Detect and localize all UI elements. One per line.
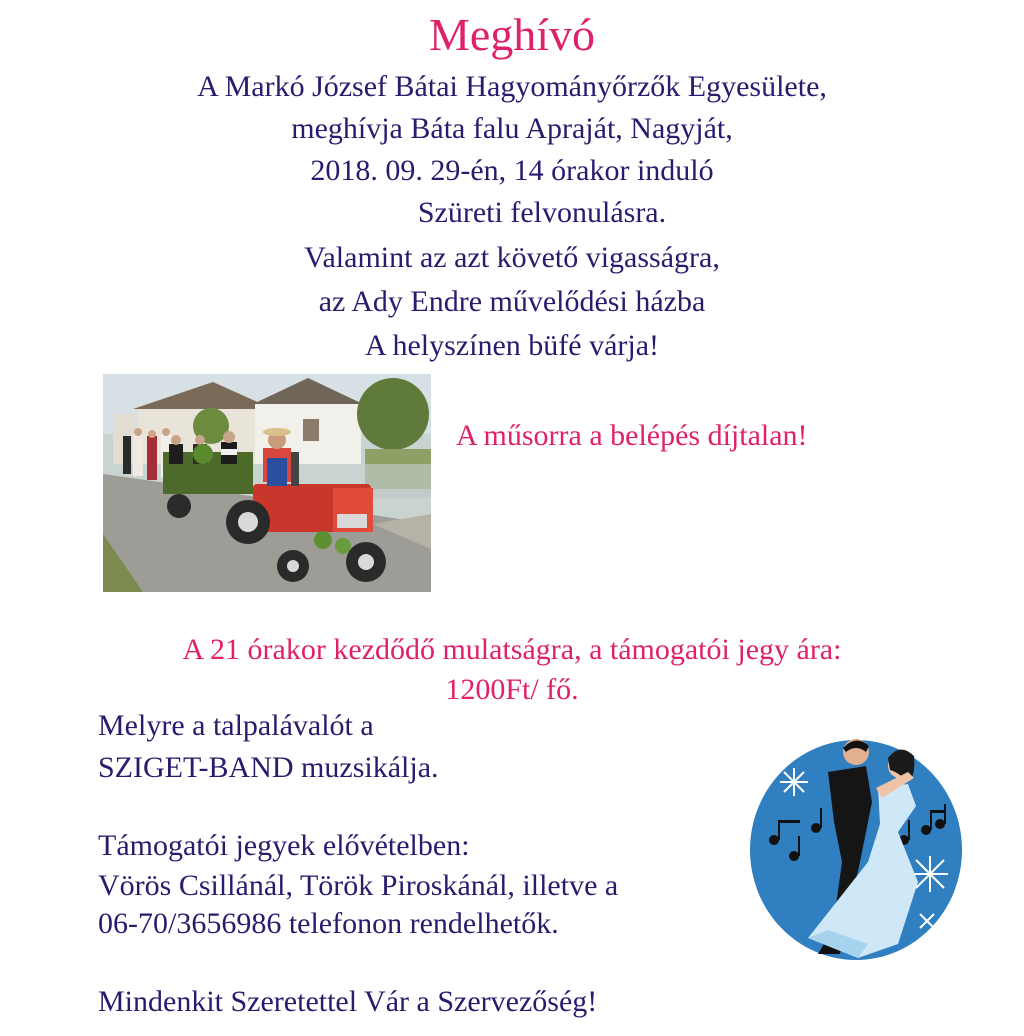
harvest-parade-photo	[103, 374, 431, 592]
music-line-1: Melyre a talpalávalót a	[98, 709, 374, 742]
invitation-line-6: az Ady Endre művelődési házba	[318, 285, 706, 318]
invitation-line-2: meghívja Báta falu Apraját, Nagyját,	[291, 112, 733, 145]
closing-line: Mindenkit Szeretettel Vár a Szervezőség!	[98, 985, 598, 1018]
tickets-line-2: Vörös Csillánál, Török Piroskánál, illetve a	[98, 869, 619, 902]
invitation-line-4: Szüreti felvonulásra.	[417, 196, 667, 229]
tickets-line-3: 06-70/3656986 telefonon rendelhetők.	[98, 907, 559, 940]
invitation-line-5: Valamint az azt követő vigasságra,	[304, 241, 720, 274]
invitation-title: Meghívó	[428, 9, 596, 60]
tickets-line-1: Támogatói jegyek elővételben:	[98, 829, 470, 862]
music-line-2: SZIGET-BAND muzsikálja.	[98, 751, 439, 784]
invitation-line-3: 2018. 09. 29-én, 14 órakor induló	[310, 154, 714, 187]
ticket-price: 1200Ft/ fő.	[445, 673, 579, 706]
invitation-line-7: A helyszínen büfé várja!	[364, 329, 660, 362]
invitation-line-1: A Markó József Bátai Hagyományőrzők Egyesülete,	[197, 70, 827, 103]
evening-party-line: A 21 órakor kezdődő mulatságra, a támogatói jegy ára:	[182, 633, 842, 666]
dancing-couple-illustration	[748, 732, 970, 972]
free-entry-notice: A műsorra a belépés díjtalan!	[456, 419, 808, 452]
